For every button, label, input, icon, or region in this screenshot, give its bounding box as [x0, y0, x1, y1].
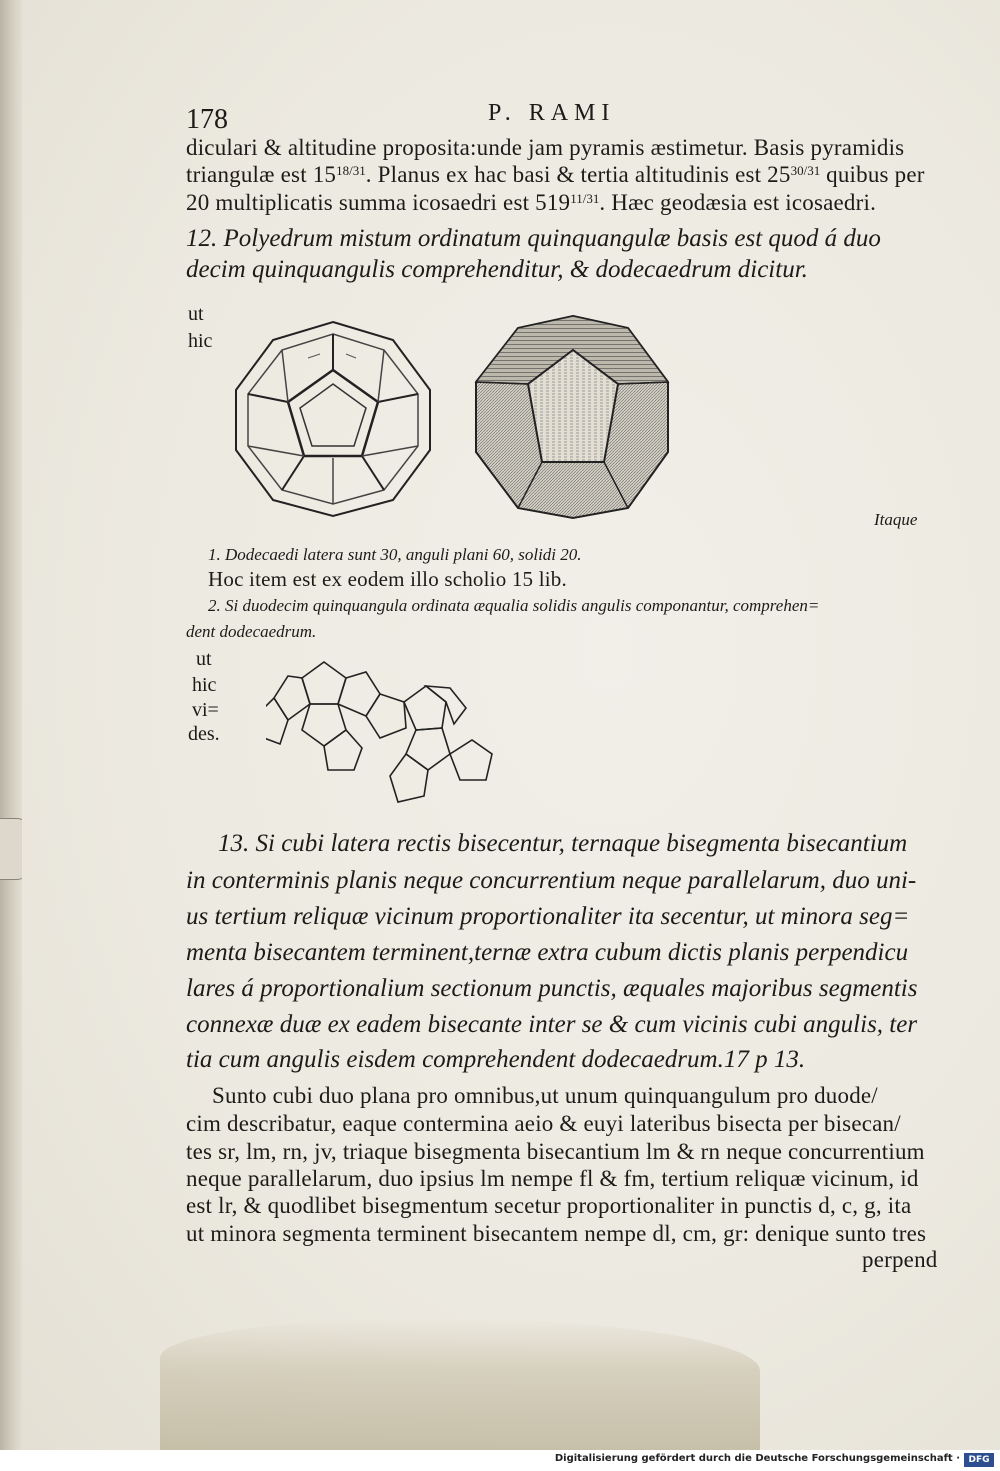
- side-note: hic: [188, 330, 213, 352]
- text-line: 20 multiplicatis summa icosaedri est $519^{11/31}$. Hæc geodæsia est icosaedri.: [186, 190, 877, 215]
- proposition-13-line: connexæ duæ ex eadem bisecante inter se & cum vicinis cubi angulis, ter: [186, 1011, 918, 1038]
- digitization-footer: [0, 1450, 1000, 1471]
- catchword: perpend: [862, 1247, 938, 1272]
- fraction: 18/31: [336, 163, 366, 178]
- dfg-logo: DFG: [964, 1453, 994, 1467]
- side-note: ut: [188, 303, 204, 325]
- corollary-line: 2. Si duodecim quinquangula ordinata æqualia solidis angulis componantur, comprehen=: [208, 596, 820, 615]
- water-stain: [160, 1318, 760, 1450]
- text-line: triangulæ est $15^{18/31}$. Planus ex hac basi & tertia altitudinis est $25^{30/31}$ quibus per: [186, 162, 925, 187]
- proposition-13-line: menta bisecantem terminent,ternæ extra cubum dictis planis perpendicu: [186, 939, 909, 966]
- catchword: Itaque: [874, 510, 918, 529]
- explanation-line: tes sr, lm, rn, jv, triaque bisegmenta bisecantium lm & rn neque concurrentium: [186, 1139, 925, 1164]
- side-note: vi=: [192, 699, 219, 721]
- scan-edge: [0, 0, 24, 1450]
- running-head: P. RAMI: [488, 100, 616, 126]
- proposition-13-line: tia cum angulis eisdem comprehendent dodecaedrum.17 p 13.: [186, 1046, 806, 1073]
- explanation-line: est lr, & quodlibet bisegmentum secetur proportionaliter in punctis d, c, g, ita: [186, 1193, 912, 1218]
- corollary-line: 1. Dodecaedi latera sunt 30, anguli plani 60, solidi 20.: [208, 545, 582, 564]
- explanation-line: ut minora segmenta terminent bisecantem nempe dl, cm, gr: denique sunto tres: [186, 1221, 927, 1246]
- explanation-line: cim describatur, eaque contermina aeio & euyi lateribus bisecta per bisecan/: [186, 1111, 901, 1136]
- fraction: 11/31: [570, 191, 600, 206]
- explanation-line: neque parallelarum, duo ipsius lm nempe fl & fm, tertium reliquæ vicinum, id: [186, 1166, 919, 1191]
- proposition-12-line: decim quinquangulis comprehenditur, & dodecaedrum dicitur.: [186, 256, 808, 283]
- corollary-line: dent dodecaedrum.: [186, 622, 317, 641]
- side-note: hic: [192, 674, 217, 696]
- proposition-13-line: lares á proportionalium sectionum punctis, æquales majoribus segmentis: [186, 975, 918, 1002]
- skeletal-dodecahedron-figure: [228, 318, 438, 518]
- fraction: 30/31: [790, 163, 821, 178]
- dodecahedron-net-figure: [266, 658, 506, 808]
- proposition-13-line: 13. Si cubi latera rectis bisecentur, ternaque bisegmenta bisecantium: [218, 830, 908, 857]
- side-note: ut: [196, 648, 212, 670]
- proposition-12-line: 12. Polyedrum mistum ordinatum quinquangulæ basis est quod á duo: [186, 225, 881, 252]
- side-note: des.: [188, 723, 220, 745]
- proposition-13-line: in conterminis planis neque concurrentium neque parallelarum, duo uni-: [186, 867, 917, 894]
- solid-dodecahedron-figure: [468, 312, 678, 522]
- explanation-line: Sunto cubi duo plana pro omnibus,ut unum quinquangulum pro duode/: [212, 1083, 878, 1108]
- corollary-line: Hoc item est ex eodem illo scholio 15 lib.: [208, 567, 567, 591]
- text-line: diculari & altitudine proposita:unde jam pyramis æstimetur. Basis pyramidis: [186, 135, 905, 160]
- proposition-13-line: us tertium reliquæ vicinum proportionaliter ita secentur, ut minora seg=: [186, 903, 910, 930]
- page-number: 178: [186, 104, 228, 135]
- footer-credit: Digitalisierung gefördert durch die Deutsche Forschungsgemeinschaft ·: [554, 1453, 960, 1464]
